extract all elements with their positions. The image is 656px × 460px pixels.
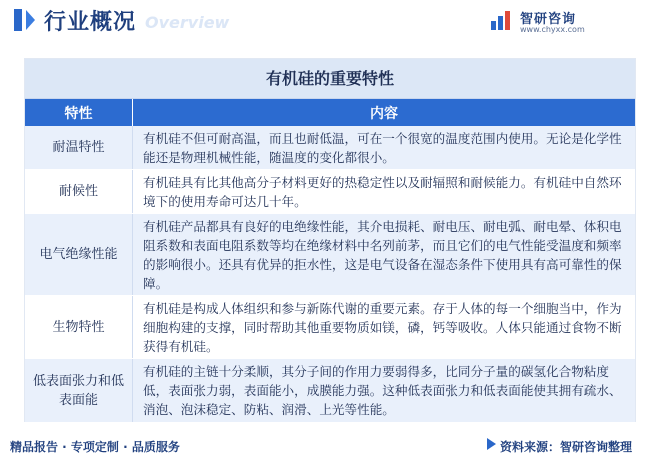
feature-cell: 生物特性 xyxy=(25,296,133,358)
page-header xyxy=(0,0,656,44)
header-accent-bar xyxy=(14,9,22,31)
feature-cell: 低表面张力和低表面能 xyxy=(25,359,133,422)
table-row xyxy=(25,359,635,423)
column-header-feature: 特性 xyxy=(25,99,133,126)
footer-slogan: 精品报告 · 专项定制 · 品质服务 xyxy=(10,440,180,454)
page-footer xyxy=(0,430,656,460)
feature-table-card xyxy=(24,58,636,422)
table-row xyxy=(25,126,635,170)
source-arrow-icon xyxy=(487,438,496,450)
feature-table xyxy=(25,99,635,423)
feature-cell: 耐温特性 xyxy=(25,126,133,169)
content-cell: 有机硅的主链十分柔顺，其分子间的作用力要弱得多，比同分子量的碳氢化合物粘度低，表面张力弱，表面能小，成膜能力强。这种低表面张力和低表面能使其拥有疏水、消泡、泡沫稳定、防粘、润滑、上光等性能。 xyxy=(143,364,622,417)
content-cell: 有机硅具有比其他高分子材料更好的热稳定性以及耐辐照和耐候能力。有机硅中自然环境下的使用寿命可达几十年。 xyxy=(143,175,622,209)
feature-cell: 耐候性 xyxy=(25,170,133,213)
table-title: 有机硅的重要特性 xyxy=(25,59,635,99)
content-cell: 有机硅不但可耐高温，而且也耐低温，可在一个很宽的温度范围内使用。无论是化学性能还是物理机械性能，随温度的变化都很小。 xyxy=(143,131,622,165)
section-title: 行业概况 xyxy=(44,10,137,35)
footer-source: 资料来源：智研咨询整理 xyxy=(500,440,633,454)
header-chevron-icon xyxy=(26,10,35,30)
table-row xyxy=(25,170,635,214)
feature-cell: 电气绝缘性能 xyxy=(25,214,133,295)
table-header-row xyxy=(25,99,635,126)
column-header-content: 内容 xyxy=(370,105,398,122)
brand-logo xyxy=(490,8,640,36)
logo-url: www.chyxx.com xyxy=(520,25,585,34)
section-ghost-text: Overview xyxy=(145,13,230,32)
table-row xyxy=(25,296,635,359)
content-cell: 有机硅是构成人体组织和参与新陈代谢的重要元素。存于人体的每一个细胞当中，作为细胞构建的支撑，同时帮助其他重要物质如镁，磷，钙等吸收。人体只能通过食物不断获得有机硅。 xyxy=(143,301,622,354)
logo-name: 智研咨询 xyxy=(520,12,577,27)
table-row xyxy=(25,214,635,296)
content-cell: 有机硅产品都具有良好的电绝缘性能，其介电损耗、耐电压、耐电弧、耐电晕、体积电阻系数和表面电阻系数等均在绝缘材料中名列前茅，而且它们的电气性能受温度和频率的影响很小。还具有优异的拒水性，这是电气设备在湿态条件下使用具有高可靠性的保障。 xyxy=(143,219,622,291)
logo-icon xyxy=(490,9,514,31)
